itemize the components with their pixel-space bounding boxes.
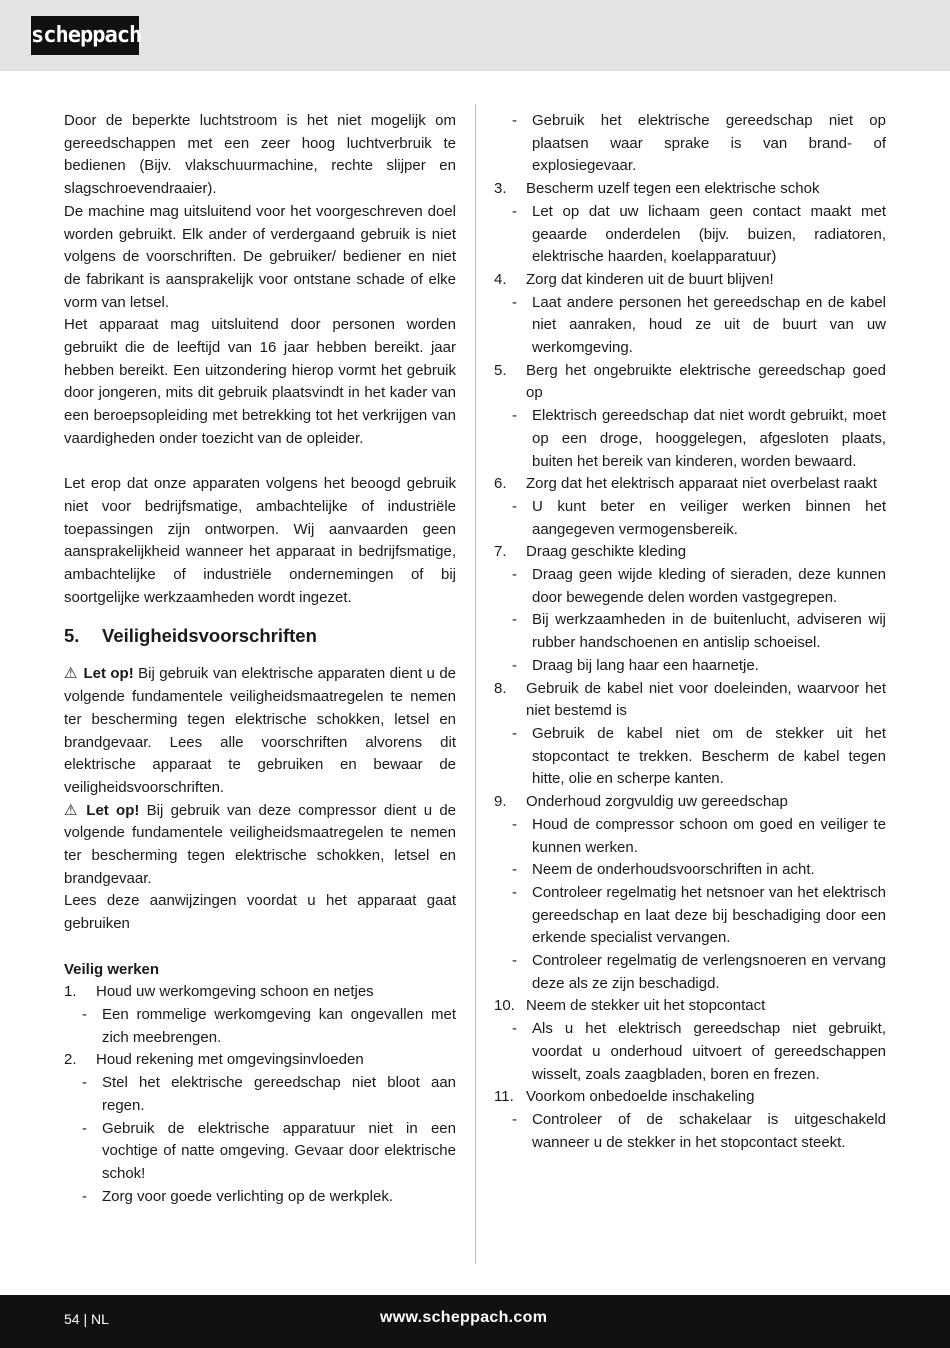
right-column (494, 110, 886, 1154)
list-item: 3. Bescherm uzelf tegen een elektrische schok (494, 180, 820, 198)
bullet-item: - Draag geen wijde kleding of sieraden, deze kunnen door bewegende delen worden vastgegrepen. (512, 566, 886, 606)
bullet-item: - Houd de compressor schoon om goed en veiliger te kunnen werken. (512, 815, 886, 856)
column-divider (475, 104, 476, 1264)
warning-label: Let op! (83, 665, 134, 683)
section-number: 5. (64, 625, 80, 647)
bullet-item: - Bij werkzaamheden in de buitenlucht, adviseren wij rubber handschoenen en antislip schoeisel. (512, 611, 886, 652)
warning-paragraph-2 (64, 800, 456, 891)
scheppach-logo: scheppach (31, 16, 139, 55)
subheading-veilig-werken: Veilig werken (64, 960, 160, 978)
list-item: 2. Houd rekening met omgevingsinvloeden (64, 1051, 364, 1069)
bullet-item: - Controleer regelmatig het netsnoer van het elektrisch gereedschap en laat deze bij beschadiging door een erkende specialist vervangen. (512, 883, 886, 947)
footer-website-link[interactable]: www.scheppach.com (380, 1309, 548, 1326)
warning-label: Let op! (86, 801, 140, 819)
list-item: 1. Houd uw werkomgeving schoon en netjes (64, 983, 374, 1001)
bullet-item: - Als u het elektrisch gereedschap niet gebruikt, voordat u onderhoud uitvoert of gereedschappen wisselt, zoals zaagbladen, boren en frezen. (512, 1020, 886, 1083)
warning-text-1: Bij gebruik van elektrische apparaten dient u de volgende fundamentele veiligheidsmaatregelen te nemen ter bescherming tegen elektrische schokken, letsel en brandgevaar. Lees alle voorschriften alvorens dit elektrische apparaat te gebruiken en bewaar de veiligheidsvoorschriften. (64, 665, 457, 796)
warning-paragraph-1 (64, 663, 456, 799)
list-item: 10. Neem de stekker uit het stopcontact (494, 997, 766, 1015)
warning-text-2: Bij gebruik van deze compressor dient u de volgende fundamentele veiligheidsmaatregelen te nemen ter bescherming tegen elektrische schokken, letsel en brandgevaar. (64, 801, 457, 887)
list-item: 7. Draag geschikte kleding (494, 543, 687, 561)
warning-icon: ⚠ (64, 665, 78, 683)
list-item: 4. Zorg dat kinderen uit de buurt blijven! (494, 270, 774, 288)
bullet-item: - Gebruik de elektrische apparatuur niet in een vochtige of natte omgeving. Gevaar door elektrische schok! (82, 1119, 456, 1182)
list-item: 8. Gebruik de kabel niet voor doeleinden, waarvoor het niet bestemd is (494, 679, 886, 720)
bullet-item: - Een rommelige werkomgeving kan ongevallen met zich meebrengen. (82, 1005, 456, 1046)
bullet-item: - Zorg voor goede verlichting op de werkplek. (82, 1187, 393, 1205)
bullet-item: - Elektrisch gereedschap dat niet wordt gebruikt, moet op een droge, hooggelegen, afgesloten plaats, buiten het bereik van kinderen, worden bewaard. (512, 407, 886, 470)
intended-use-paragraph: Let erop dat onze apparaten volgens het beoogd gebruik niet voor bedrijfsmatige, ambachtelijke of industriële toepassingen zijn ontworpen. Wij aanvaarden geen aansprakelijkheid wanneer het apparaat in bedrijfsmatige, ambachtelijke of industriële ondernemingen of bij soortgelijke werkzaamheden wordt ingezet. (64, 475, 456, 606)
intro-paragraph-3: Het apparaat mag uitsluitend door personen worden gebruikt die de leeftijd van 16 jaar hebben bereikt. jaar hebben bereikt. Een uitzondering hierop vormt het gebruik door jongeren, mits dit gebruik plaatsvindt in het kader van een beroepsopleiding met betrekking tot het verkrijgen van vaardigheden onder toezicht van de opleider. (64, 316, 456, 447)
bullet-item: - Gebruik het elektrische gereedschap niet op plaatsen waar sprake is van brand- of explosiegevaar. (512, 112, 886, 175)
list-item: 11. Voorkom onbedoelde inschakeling (494, 1088, 755, 1106)
bullet-item: - Gebruik de kabel niet om de stekker uit het stopcontact te trekken. Bescherm de kabel tegen hitte, olie en scherpe kanten. (512, 724, 886, 788)
intro-paragraph-2: De machine mag uitsluitend voor het voorgeschreven doel worden gebruikt. Elk ander of verdergaand gebruik is niet volgens de voorschriften. De gebruiker/ bediener en niet de fabrikant is aansprakelijk voor ontstane schade of elke vorm van letsel. (64, 202, 456, 311)
bullet-item: - Stel het elektrische gereedschap niet bloot aan regen. (82, 1074, 456, 1114)
bullet-item: - Draag bij lang haar een haarnetje. (512, 656, 759, 674)
list-item: 5. Berg het ongebruikte elektrische gereedschap goed op (494, 361, 886, 402)
list-item: 6. Zorg dat het elektrisch apparaat niet overbelast raakt (494, 475, 878, 493)
left-column (64, 110, 456, 1208)
bullet-item: - Laat andere personen het gereedschap en de kabel niet aanraken, houd ze uit de buurt van uw werkomgeving. (512, 293, 886, 357)
bullet-item: - Controleer regelmatig de verlengsnoeren en vervang deze als ze zijn beschadigd. (512, 952, 886, 992)
bullet-item: - Controleer of de schakelaar is uitgeschakeld wanneer u de stekker in het stopcontact steekt. (512, 1110, 886, 1151)
list-item: 9. Onderhoud zorgvuldig uw gereedschap (494, 793, 788, 811)
section-heading (64, 624, 456, 648)
page-footer (0, 1295, 950, 1348)
read-instructions-line: Lees deze aanwijzingen voordat u het apparaat gaat gebruiken (64, 892, 456, 933)
page-header (0, 0, 950, 71)
section-title: Veiligheidsvoorschriften (102, 625, 317, 647)
intro-paragraph-1: Door de beperkte luchtstroom is het niet mogelijk om gereedschappen met een zeer hoog luchtverbruik te bedienen (Bijv. vlakschuurmachine, rechte slijper en slagschroevendraaier). (64, 112, 456, 198)
bullet-item: - Let op dat uw lichaam geen contact maakt met geaarde onderdelen (bijv. buizen, radiatoren, elektrische haarden, koelapparatuur) (512, 202, 886, 266)
warning-icon: ⚠ (64, 801, 78, 819)
page-number: 54 | NL (64, 1311, 109, 1327)
bullet-item: - Neem de onderhoudsvoorschriften in acht. (512, 861, 815, 879)
bullet-item: - U kunt beter en veiliger werken binnen het aangegeven vermogensbereik. (512, 497, 886, 538)
